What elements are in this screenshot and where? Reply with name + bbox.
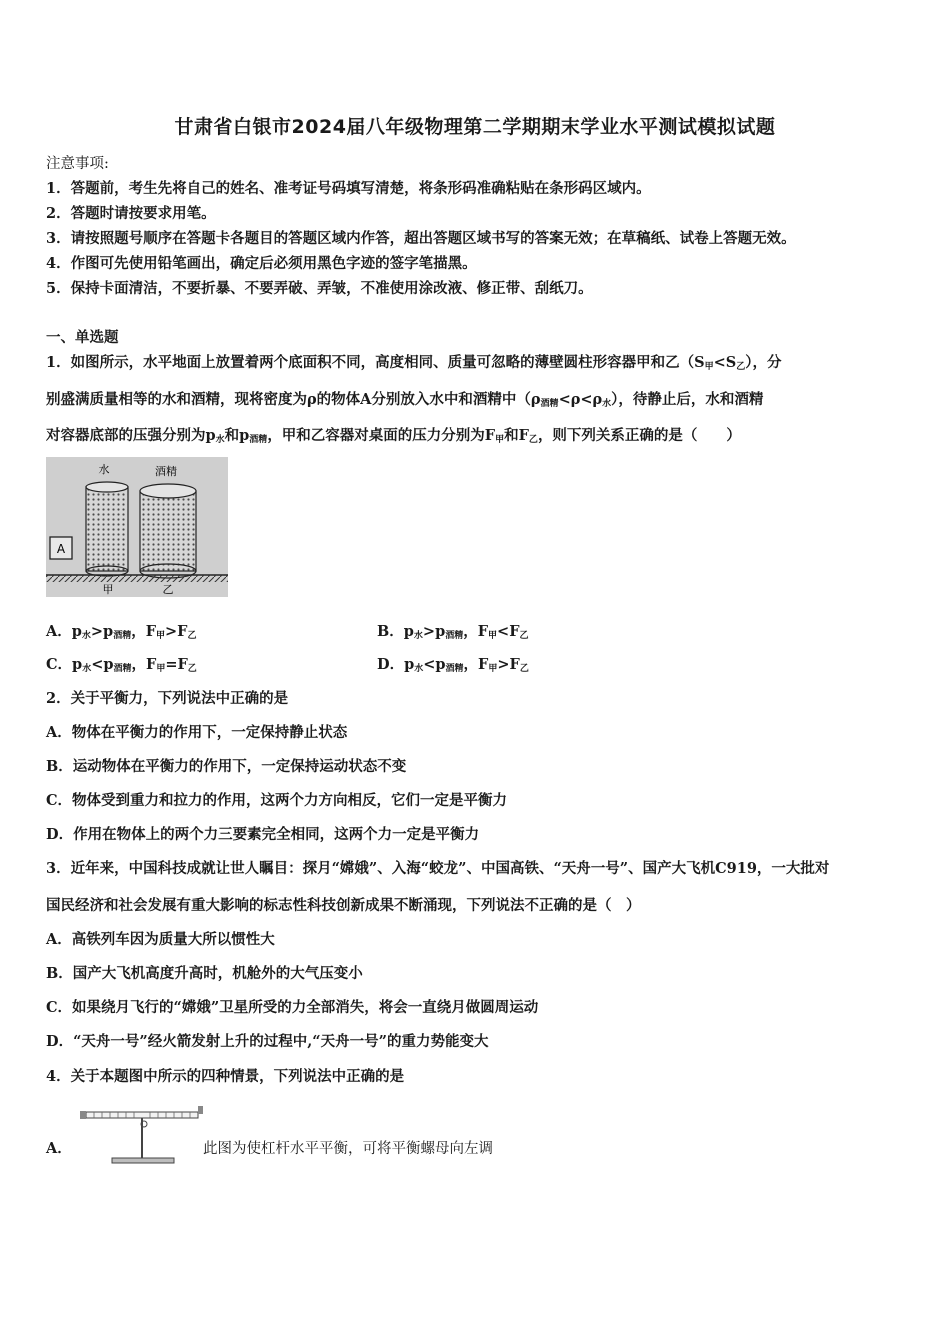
page-title: 甘肃省白银市2024届八年级物理第二学期期末学业水平测试模拟试题 bbox=[174, 116, 776, 138]
q1-stem-line3: 对容器底部的压强分别为$p_水$和$p_{酒精}$，甲和乙容器对桌面的压力分别为$F_甲$和$F_乙$，则下列关系正确的是（ ） bbox=[46, 427, 741, 445]
q1-stem-line2: 别盛满质量相等的水和酒精，现将密度为ρ的物体A分别放入水中和酒精中$(\rho_{酒精}<\rho<\rho_水)$，待静止后，水和酒精 bbox=[46, 391, 764, 409]
notice-item: 5．保持卡面清洁，不要折暴、不要弄破、弄皱，不准使用涂改液、修正带、刮纸刀。 bbox=[46, 280, 593, 297]
notice-item: 3．请按照题号顺序在答题卡各题目的答题区域内作答，超出答题区域书写的答案无效；在草稿纸、试卷上答题无效。 bbox=[46, 230, 796, 247]
q3-stem-line1: 3．近年来，中国科技成就让世人瞩目：探月“嫦娥”、入海“蛟龙”、中国高铁、“天舟一号”、国产大飞机C919，一大批对 bbox=[46, 860, 830, 877]
label-water: 水 bbox=[98, 463, 110, 476]
notice-item: 1．答题前，考生先将自己的姓名、准考证号码填写清楚，将条形码准确粘贴在条形码区域内。 bbox=[46, 180, 651, 197]
q3-option-d[interactable]: D．“天舟一号”经火箭发射上升的过程中,“天舟一号”的重力势能变大 bbox=[46, 1033, 489, 1050]
lever-balance-figure bbox=[78, 1098, 206, 1166]
q1-option-c[interactable]: C．$p_水<p_{酒精}$，$F_甲=F_乙$ bbox=[46, 656, 197, 674]
section-heading: 一、单选题 bbox=[46, 329, 119, 346]
notice-item: 4．作图可先使用铅笔画出，确定后必须用黑色字迹的签字笔描黑。 bbox=[46, 255, 477, 272]
q4-option-a-text: 此图为使杠杆水平平衡，可将平衡螺母向左调 bbox=[203, 1141, 493, 1157]
q2-option-b[interactable]: B．运动物体在平衡力的作用下，一定保持运动状态不变 bbox=[46, 758, 407, 775]
label-jia: 甲 bbox=[102, 583, 114, 596]
label-yi: 乙 bbox=[162, 583, 174, 596]
q2-option-a[interactable]: A．物体在平衡力的作用下，一定保持静止状态 bbox=[46, 724, 348, 741]
q2-option-d[interactable]: D．作用在物体上的两个力三要素完全相同，这两个力一定是平衡力 bbox=[46, 826, 480, 843]
label-alcohol: 酒精 bbox=[155, 465, 177, 478]
q1-containers-figure bbox=[46, 457, 228, 597]
q3-option-a[interactable]: A．高铁列车因为质量大所以惯性大 bbox=[46, 931, 275, 948]
q2-option-c[interactable]: C．物体受到重力和拉力的作用，这两个力方向相反，它们一定是平衡力 bbox=[46, 792, 508, 809]
q1-option-b[interactable]: B．$p_水>p_{酒精}$，$F_甲<F_乙$ bbox=[377, 623, 529, 641]
q3-option-c[interactable]: C．如果绕月飞行的“嫦娥”卫星所受的力全部消失，将会一直绕月做圆周运动 bbox=[46, 999, 539, 1016]
q4-stem: 4．关于本题图中所示的四种情景，下列说法中正确的是 bbox=[46, 1068, 405, 1085]
q1-option-d[interactable]: D．$p_水<p_{酒精}$，$F_甲>F_乙$ bbox=[377, 656, 529, 674]
notice-heading: 注意事项: bbox=[46, 156, 109, 172]
q4-option-a-label[interactable]: A． bbox=[46, 1140, 72, 1157]
block-a-label: A bbox=[56, 542, 66, 556]
q3-option-b[interactable]: B．国产大飞机高度升高时，机舱外的大气压变小 bbox=[46, 965, 363, 982]
q3-stem-line2: 国民经济和社会发展有重大影响的标志性科技创新成果不断涌现，下列说法不正确的是（ ） bbox=[46, 897, 641, 914]
notice-item: 2．答题时请按要求用笔。 bbox=[46, 205, 216, 222]
q2-stem: 2．关于平衡力，下列说法中正确的是 bbox=[46, 690, 289, 707]
q1-option-a[interactable]: A．$p_水>p_{酒精}$，$F_甲>F_乙$ bbox=[46, 623, 197, 641]
q1-stem-line1: 1．如图所示，水平地面上放置着两个底面积不同，高度相同、质量可忽略的薄壁圆柱形容器甲和乙$(S_甲<S_乙)$，分 bbox=[46, 354, 782, 372]
